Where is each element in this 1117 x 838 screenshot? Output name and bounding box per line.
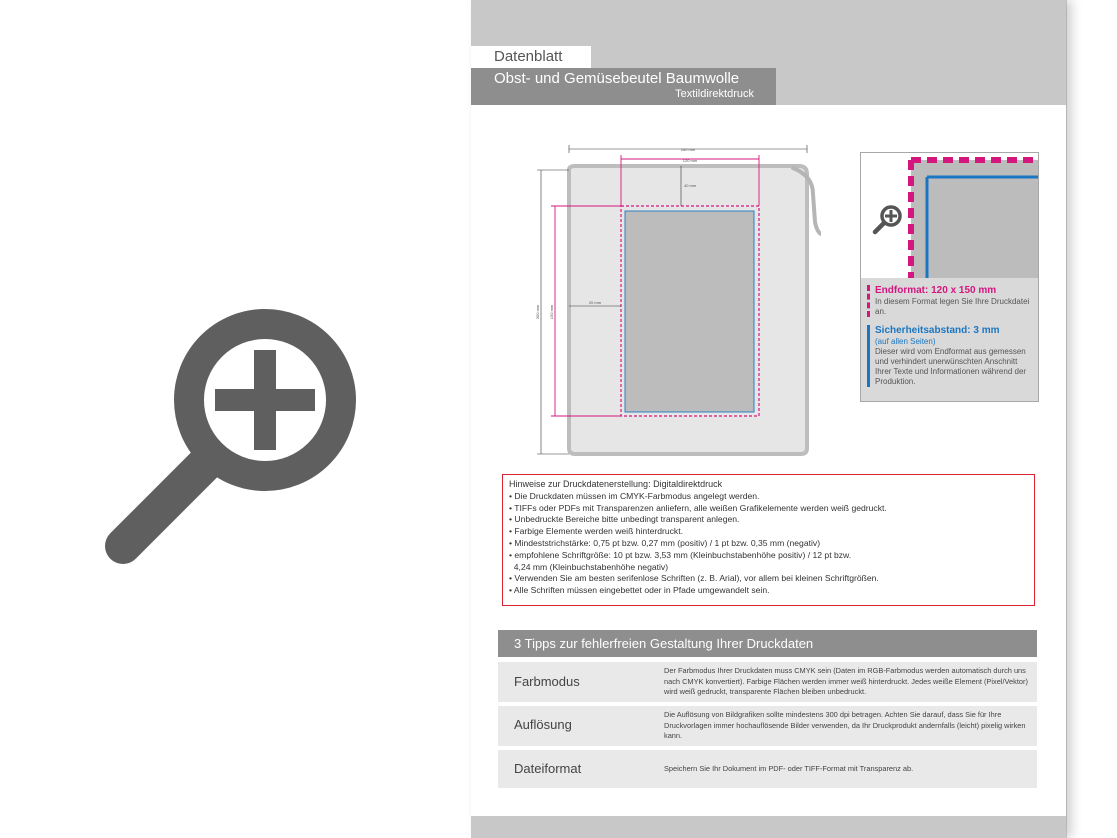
dim-height-print: 150 mm (549, 304, 554, 320)
hints-title: Hinweise zur Druckdatenerstellung: Digitaldirektdruck (509, 479, 723, 489)
tip-label: Farbmodus (514, 674, 580, 689)
hint-item: • Die Druckdaten müssen im CMYK-Farbmodus angelegt werden. (509, 490, 760, 501)
hint-item: • TIFFs oder PDFs mit Transparenzen anliefern, alle weißen Grafikelemente werden weiß gedruckt. (509, 502, 887, 513)
hint-item: 4,24 mm (Kleinbuchstabenhöhe negativ) (509, 561, 669, 572)
zoom-in-icon[interactable] (95, 290, 365, 570)
hint-item: • Alle Schriften müssen eingebettet oder in Pfade umgewandelt sein. (509, 585, 770, 596)
tip-text: Die Auflösung von Bildgrafiken sollte mindestens 300 dpi betragen. Achten Sie darauf, dass Sie für Ihre Druckvorlagen immer hochauflösende Bilder verwenden, da Ihr Druckprodukt andernfalls (leicht) pixelig wirken kann. (664, 710, 1026, 741)
hint-item: • empfohlene Schriftgröße: 10 pt bzw. 3,53 mm (Kleinbuchstabenhöhe positiv) / 12 pt bzw. (509, 549, 852, 560)
dim-width-print: 120 mm (682, 158, 698, 163)
tip-row-dateiformat (498, 750, 1037, 788)
zoom-detail-panel (860, 152, 1039, 402)
tip-text: Der Farbmodus Ihrer Druckdaten muss CMYK sein (Daten im RGB-Farbmodus werden automatisch durch uns nach CMYK konvertiert). Farbige Flächen werden immer weiß hinterdruckt. Jedes weiße Element (Pixel/Vektor) wird weiß gedruckt, transparente Flächen bleiben unbedruckt. (664, 666, 1028, 697)
sicherheit-title: Sicherheitsabstand: 3 mm (875, 325, 1000, 336)
tips-header: 3 Tipps zur fehlerfreien Gestaltung Ihrer Druckdaten (498, 630, 1037, 657)
dim-top-margin: 40 mm (684, 183, 697, 188)
product-title: Obst- und Gemüsebeutel Baumwolle (494, 70, 740, 87)
tip-row-farbmodus (498, 662, 1037, 702)
hint-item: • Mindeststrichstärke: 0,75 pt bzw. 0,27 mm (positiv) / 1 pt bzw. 0,35 mm (negativ) (509, 537, 821, 548)
sicherheit-legend (867, 325, 1035, 387)
dim-height-total: 300 mm (535, 304, 540, 320)
sicherheit-text: Dieser wird vom Endformat aus gemessen und verhindert unerwünschten Anschnitt Ihrer Texte und Informationen während der Produktion. (875, 347, 1027, 386)
tip-row-aufloesung (498, 706, 1037, 746)
datasheet-label: Datenblatt (471, 46, 591, 68)
hint-item: • Farbige Elemente werden weiß hinterdruckt. (509, 526, 684, 537)
endformat-title: Endformat: 120 x 150 mm (875, 285, 997, 296)
dim-side-margin: 20 mm (588, 300, 602, 305)
bag-diagram (531, 140, 821, 460)
endformat-legend (867, 285, 1035, 317)
sicherheit-sub: (auf allen Seiten) (875, 337, 936, 346)
page-footer-band (471, 816, 1066, 838)
hint-item: • Verwenden Sie am besten serifenlose Schriften (z. B. Arial), vor allem bei kleinen Schriftgrößen. (509, 573, 879, 584)
tip-text: Speichern Sie Ihr Dokument im PDF- oder TIFF-Format mit Transparenz ab. (664, 764, 914, 773)
endformat-text: In diesem Format legen Sie Ihre Druckdatei an. (875, 297, 1030, 316)
format-legend (867, 285, 1035, 387)
hints-list (509, 491, 1028, 597)
hint-item: • Unbedruckte Bereiche bitte unbedingt transparent anlegen. (509, 514, 740, 525)
print-hints-box (502, 474, 1035, 606)
zoom-in-icon (871, 203, 905, 237)
dim-width-total: 160 mm (680, 147, 696, 152)
print-field (625, 211, 754, 412)
tip-label: Dateiformat (514, 761, 582, 776)
datasheet-page (471, 0, 1066, 838)
product-subtitle: Textildirektdruck (675, 88, 754, 100)
product-title-bar (471, 68, 776, 105)
tip-label: Auflösung (514, 717, 572, 732)
